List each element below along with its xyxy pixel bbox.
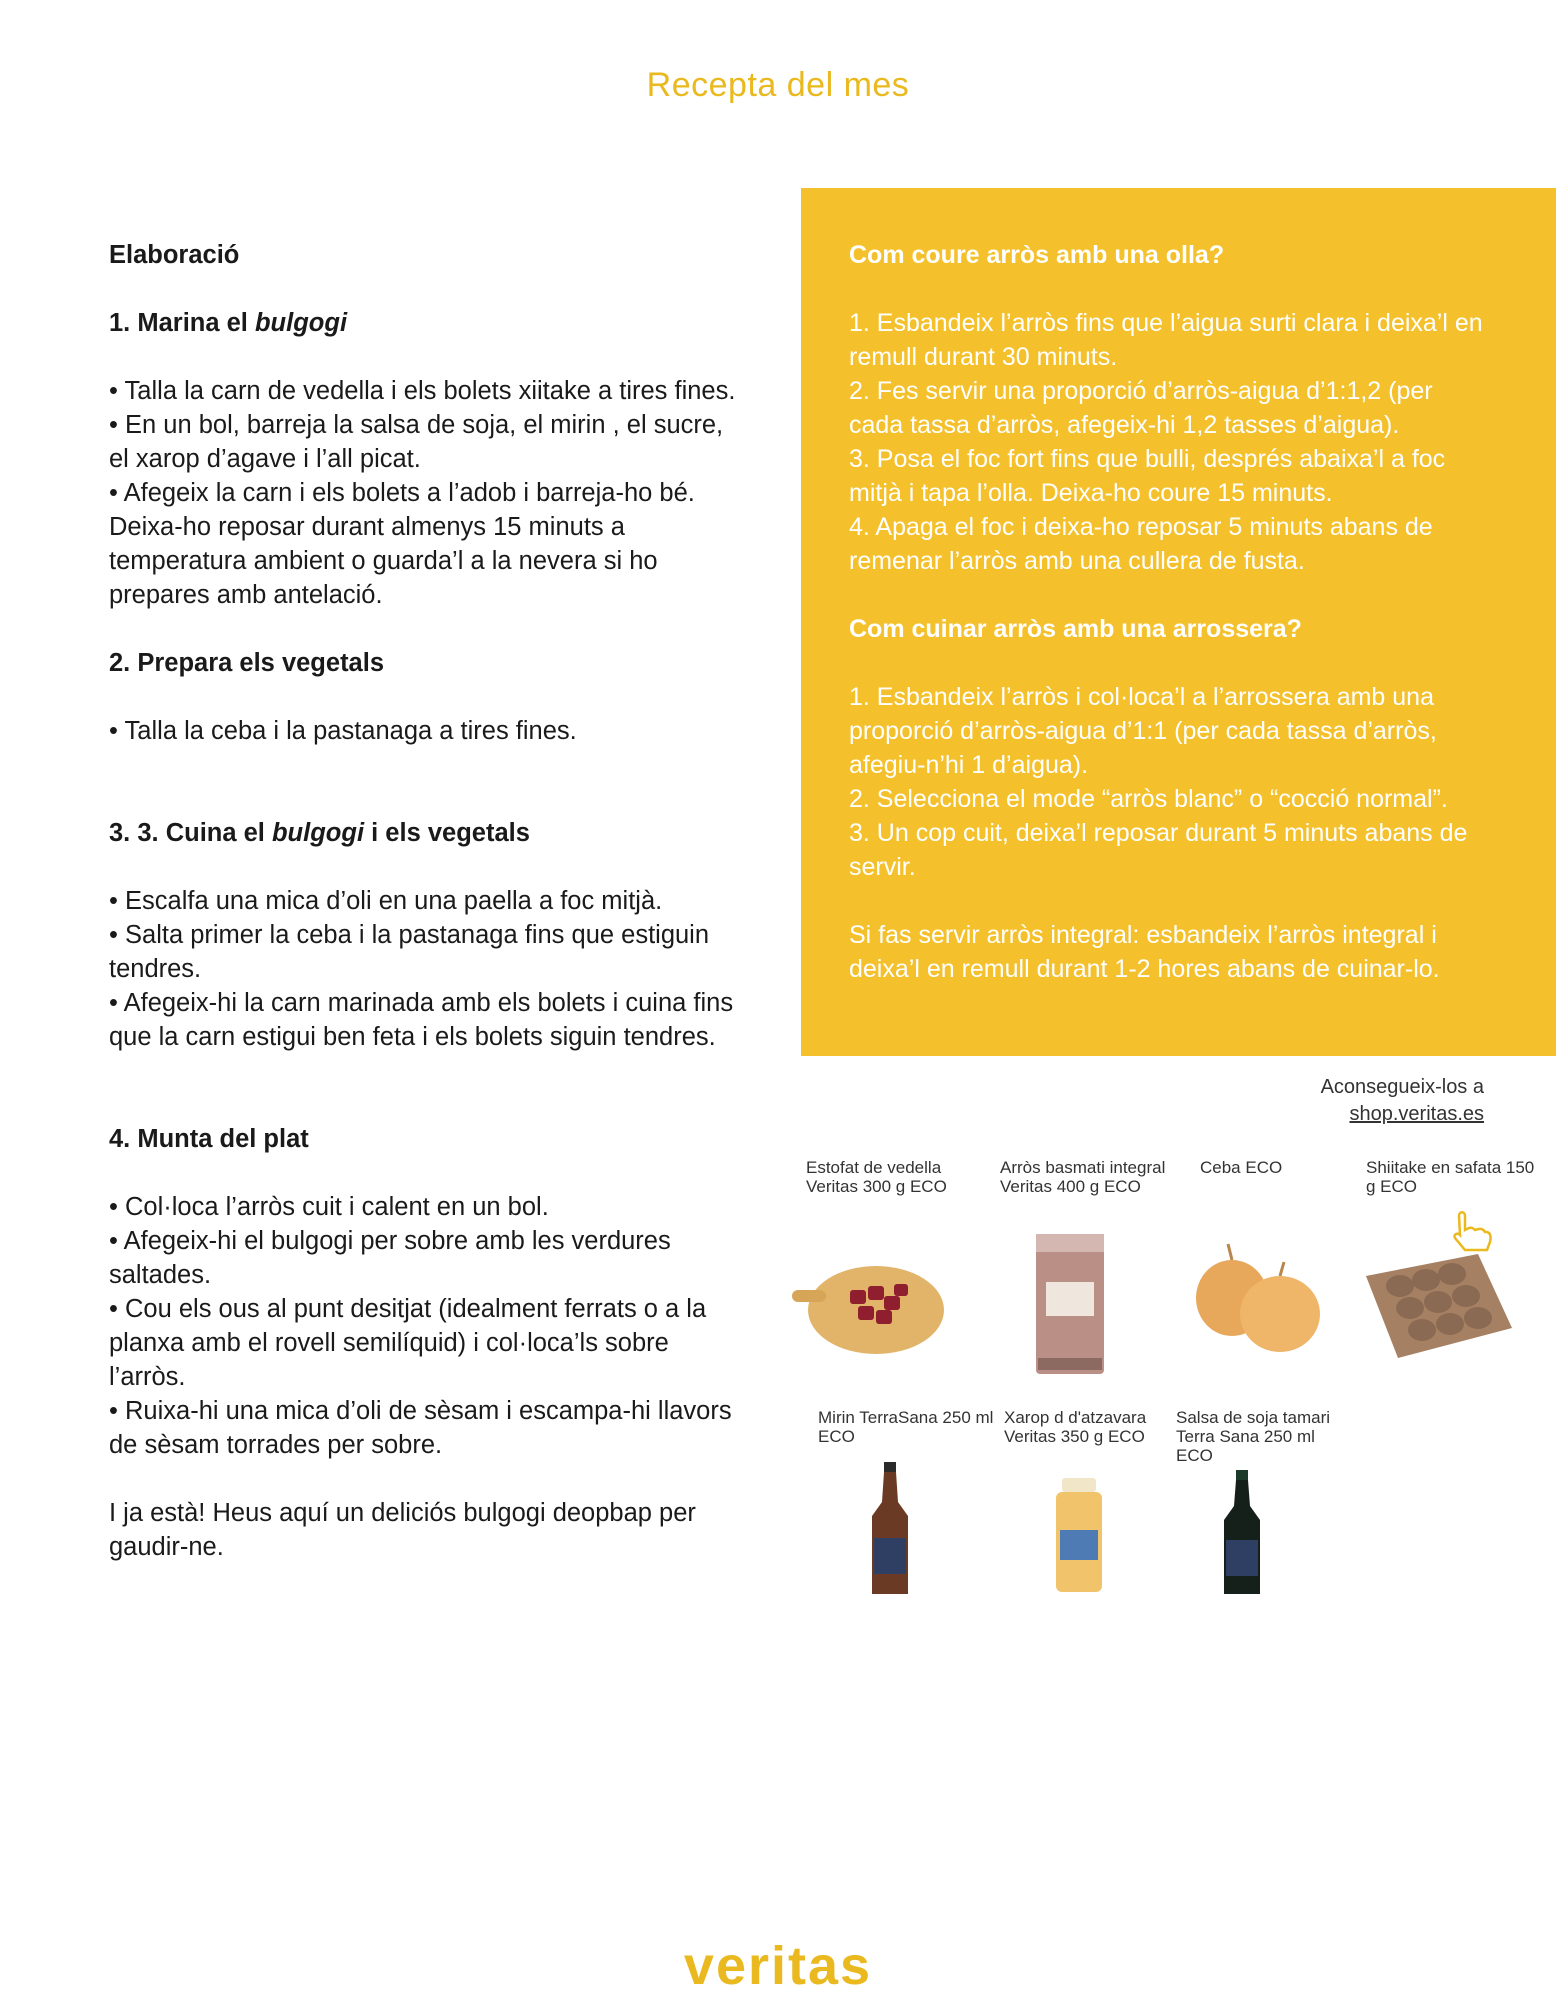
shop-prefix: Aconsegueix-los a xyxy=(1320,1076,1484,1098)
veritas-logo: veritas xyxy=(683,1936,873,1985)
rice-tips-panel xyxy=(801,188,1556,1056)
page-title: Recepta del mes xyxy=(646,66,910,104)
product-label: Estofat de vedella Veritas 300 g ECO xyxy=(806,1158,947,1196)
cooker-step: 2. Selecciona el mode “arròs blanc” o “cocció normal”. xyxy=(849,785,1448,813)
beef-board-image xyxy=(788,1250,948,1360)
step-3-line: • Escalfa una mica d’oli en una paella a foc mitjà. xyxy=(109,887,663,915)
pot-heading: Com coure arròs amb una olla? xyxy=(849,241,1225,269)
cooker-step: 1. Esbandeix l’arròs i col·loca’l a l’arrossera amb una proporció d’arròs-aigua d’1:1 (per cada tassa d’arròs, afegiu-n’hi 1 d’aigua). xyxy=(849,683,1437,779)
step-4-line: • Col·loca l’arròs cuit i calent en un bol. xyxy=(109,1193,549,1221)
step-1-line: • En un bol, barreja la salsa de soja, el mirin , el sucre, el xarop d’agave i l’all picat. xyxy=(109,411,724,473)
product-mirin[interactable] xyxy=(818,1408,998,1446)
cooker-step: 3. Un cop cuit, deixa’l reposar durant 5 minuts abans de servir. xyxy=(849,819,1468,881)
agave-syrup-image xyxy=(1054,1478,1104,1594)
product-label: Salsa de soja tamari Terra Sana 250 ml ECO xyxy=(1176,1408,1331,1465)
mirin-bottle-image xyxy=(868,1462,912,1598)
product-xarop[interactable] xyxy=(1004,1408,1174,1446)
product-arros[interactable] xyxy=(1000,1158,1180,1196)
pot-step: 3. Posa el foc fort fins que bulli, després abaixa’l a foc mitjà i tapa l’olla. Deixa-ho coure 15 minuts. xyxy=(849,445,1446,507)
step-4-line: • Cou els ous al punt desitjat (idealment ferrats o a la planxa amb el rovell semilíquid) i col·loca’ls sobre l’arròs. xyxy=(109,1295,707,1391)
product-tamari[interactable] xyxy=(1176,1408,1336,1465)
step-1-title: 1. Marina el bulgogi xyxy=(109,309,348,337)
product-label: Shiitake en safata 150 g ECO xyxy=(1366,1158,1535,1196)
shop-callout xyxy=(1184,1074,1484,1128)
rice-bag-image xyxy=(1030,1230,1110,1380)
product-shiitake[interactable] xyxy=(1366,1158,1546,1196)
pot-step: 2. Fes servir una proporció d’arròs-aigua d’1:1,2 (per cada tassa d’arròs, afegeix-hi 1,2 tasses d’aigua). xyxy=(849,377,1433,439)
product-label: Arròs basmati integral Veritas 400 g ECO xyxy=(1000,1158,1166,1196)
integral-note: Si fas servir arròs integral: esbandeix l’arròs integral i deixa’l en remull durant 1-2 hores abans de cuinar-lo. xyxy=(849,921,1440,983)
step-3-line: • Salta primer la ceba i la pastanaga fins que estiguin tendres. xyxy=(109,921,710,983)
step-4-title: 4. Munta del plat xyxy=(109,1125,309,1153)
pot-step: 4. Apaga el foc i deixa-ho reposar 5 minuts abans de remenar l’arròs amb una cullera de fusta. xyxy=(849,513,1433,575)
product-ceba[interactable] xyxy=(1200,1158,1320,1177)
step-4-line: • Afegeix-hi el bulgogi per sobre amb les verdures saltades. xyxy=(109,1227,671,1289)
shop-link[interactable]: shop.veritas.es xyxy=(1349,1103,1484,1125)
shiitake-tray-image xyxy=(1360,1246,1516,1366)
closing-text: I ja està! Heus aquí un deliciós bulgogi deopbap per gaudir-ne. xyxy=(109,1499,696,1561)
product-label: Ceba ECO xyxy=(1200,1158,1283,1177)
step-3-line: • Afegeix-hi la carn marinada amb els bolets i cuina fins que la carn estigui ben feta i els bolets siguin tendres. xyxy=(109,989,734,1051)
tamari-bottle-image xyxy=(1220,1470,1264,1598)
steps-heading: Elaboració xyxy=(109,241,240,269)
onion-image xyxy=(1188,1240,1328,1358)
step-2-title: 2. Prepara els vegetals xyxy=(109,649,385,677)
step-2-line: • Talla la ceba i la pastanaga a tires fines. xyxy=(109,717,577,745)
recipe-steps xyxy=(109,238,749,1564)
product-label: Mirin TerraSana 250 ml ECO xyxy=(818,1408,994,1446)
cooker-heading: Com cuinar arròs amb una arrossera? xyxy=(849,615,1302,643)
step-4-line: • Ruixa-hi una mica d’oli de sèsam i escampa-hi llavors de sèsam torrades per sobre. xyxy=(109,1397,732,1459)
product-estofat[interactable] xyxy=(806,1158,986,1196)
step-3-title: 3. 3. Cuina el bulgogi i els vegetals xyxy=(109,819,530,847)
product-label: Xarop d d'atzavara Veritas 350 g ECO xyxy=(1004,1408,1147,1446)
pot-step: 1. Esbandeix l’arròs fins que l’aigua surti clara i deixa’l en remull durant 30 minuts. xyxy=(849,309,1483,371)
step-1-line: • Afegeix la carn i els bolets a l’adob i barreja-ho bé. Deixa-ho reposar durant almenys 15 minuts a temperatura ambient o guarda’l a la nevera si ho prepares amb antelació. xyxy=(109,479,695,609)
step-1-line: • Talla la carn de vedella i els bolets xiitake a tires fines. xyxy=(109,377,736,405)
